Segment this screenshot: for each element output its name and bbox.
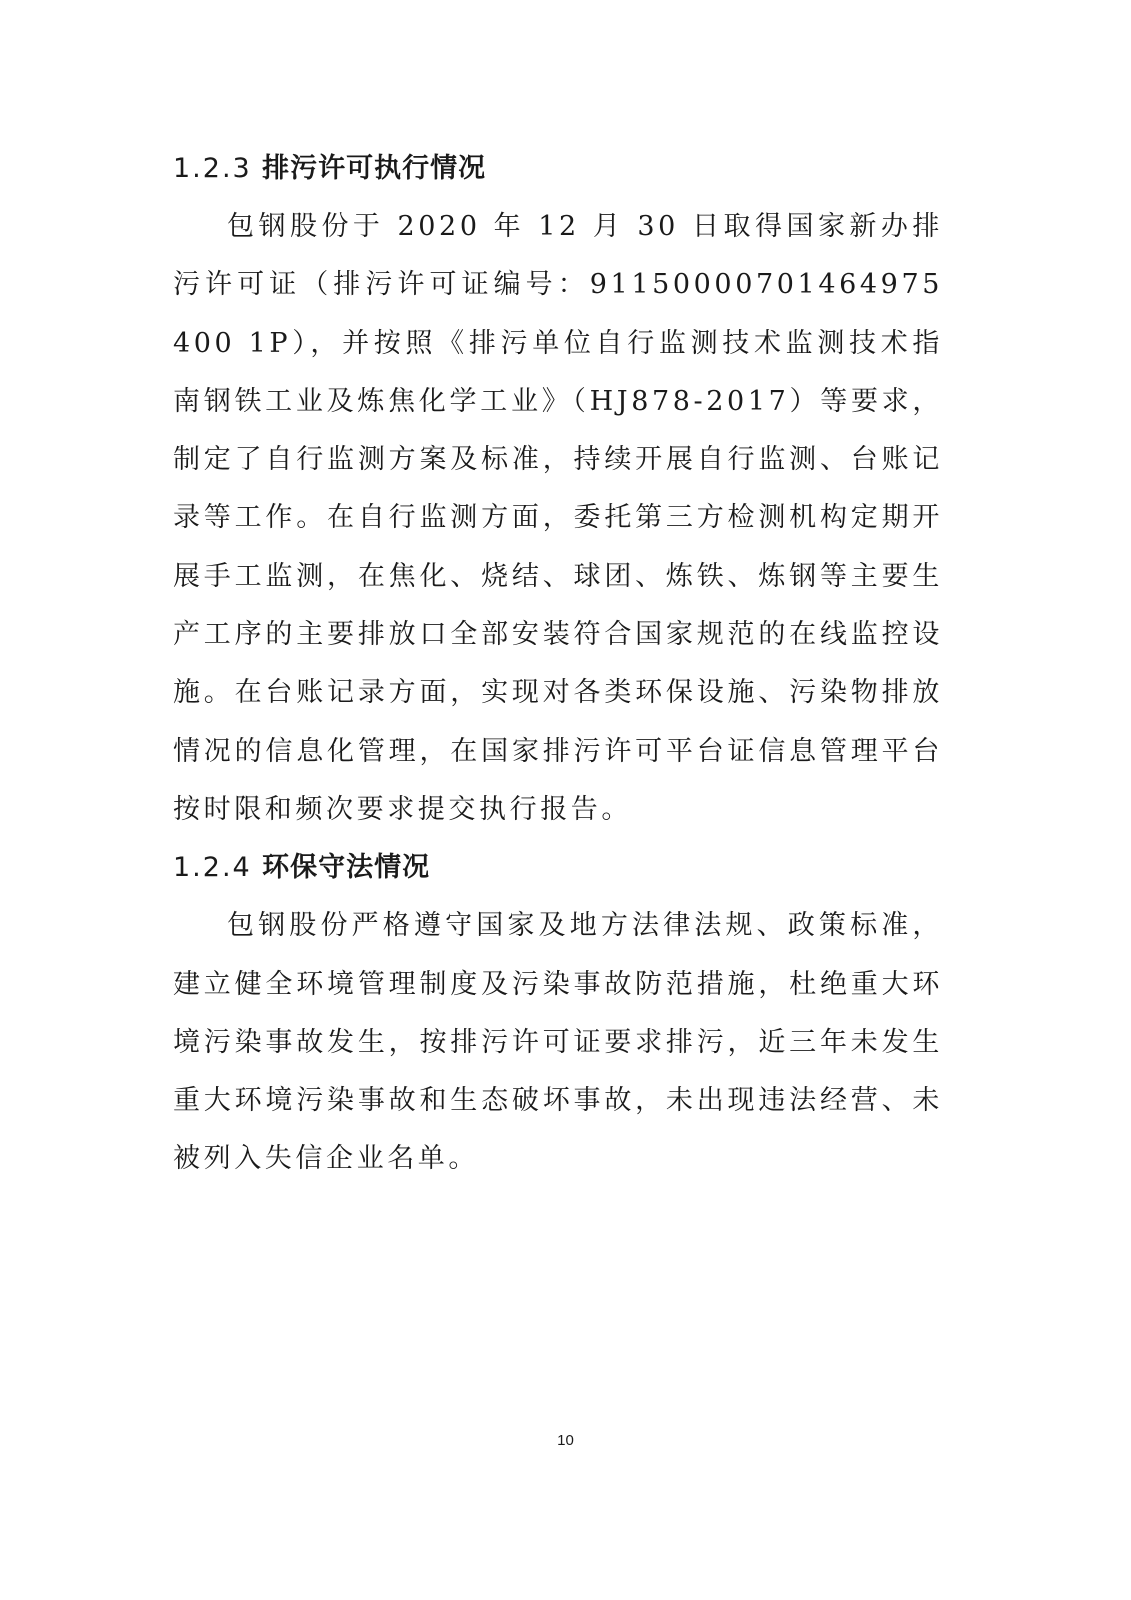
page-content — [173, 140, 943, 1189]
section-title: 排污许可执行情况 — [262, 153, 487, 184]
section-1-2-3 — [173, 140, 943, 839]
section-1-2-4 — [173, 839, 943, 1188]
section-heading — [173, 839, 943, 897]
section-paragraph: 包钢股份严格遵守国家及地方法律法规、政策标准，建立健全环境管理制度及污染事故防范措施，杜绝重大环境污染事故发生，按排污许可证要求排污，近三年未发生重大环境污染事故和生态破坏事故，未出现违法经营、未被列入失信企业名单。 — [173, 910, 943, 1175]
section-heading — [173, 140, 943, 198]
section-title: 环保守法情况 — [262, 852, 431, 884]
section-number: 1.2.3 — [173, 153, 252, 184]
section-number: 1.2.4 — [173, 852, 252, 884]
section-paragraph: 包钢股份于 2020 年 12 月 30 日取得国家新办排污许可证（排污许可证编号：91150000701464975400 1P），并按照《排污单位自行监测技术监测技术指南钢铁工业及炼焦化学工业》（HJ878-2017）等要求，制定了自行监测方案及标准，持续开展自行监测、台账记录等工作。在自行监测方面，委托第三方检测机构定期开展手工监测，在焦化、烧结、球团、炼铁、炼钢等主要生产工序的主要排放口全部安装符合国家规范的在线监控设施。在台账记录方面，实现对各类环保设施、污染物排放情况的信息化管理，在国家排污许可平台证信息管理平台按时限和频次要求提交执行报告。 — [173, 211, 943, 825]
page-number: 10 — [557, 1432, 574, 1449]
